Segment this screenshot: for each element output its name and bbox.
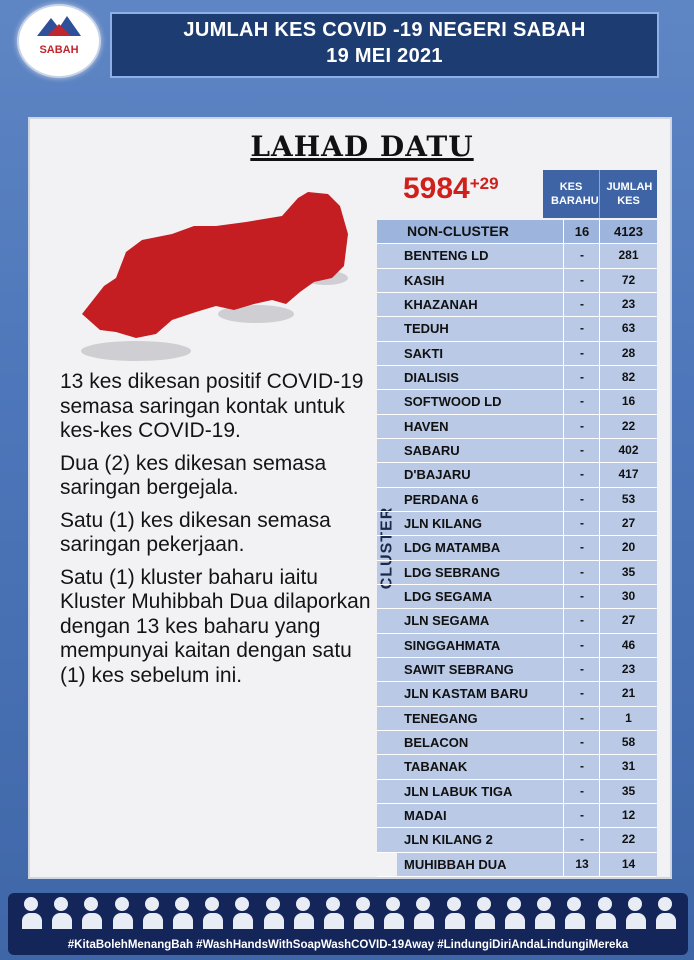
cluster-total-cases: 63 — [599, 317, 657, 340]
cluster-row — [377, 853, 656, 877]
cluster-new-cases: - — [563, 634, 600, 657]
cluster-name: JLN LABUK TIGA — [397, 780, 563, 803]
frontliner-person-icon — [535, 897, 553, 933]
description-paragraph: Dua (2) kes dikesan semasa saringan bergejala. — [60, 451, 327, 499]
cluster-name: SINGGAHMATA — [397, 634, 563, 657]
district-title: LAHAD DATU — [250, 130, 474, 163]
non-cluster-total: 4123 — [599, 220, 657, 243]
frontliner-person-icon — [264, 897, 282, 933]
cluster-name: SAWIT SEBRANG — [397, 658, 563, 681]
non-cluster-label: NON-CLUSTER — [377, 220, 563, 243]
cluster-name: MUHIBBAH DUA — [397, 853, 563, 876]
cluster-total-cases: 53 — [599, 488, 657, 511]
cluster-total-cases: 31 — [599, 755, 657, 778]
frontliner-person-icon — [173, 897, 191, 933]
cluster-new-cases: - — [563, 780, 600, 803]
cluster-new-cases: - — [563, 585, 600, 608]
cluster-row — [377, 488, 656, 512]
cluster-total-cases: 1 — [599, 707, 657, 730]
cluster-row — [377, 707, 656, 731]
cluster-total-cases: 27 — [599, 512, 657, 535]
cluster-row — [377, 682, 656, 706]
cluster-total-cases: 30 — [599, 585, 657, 608]
cluster-row — [377, 585, 656, 609]
frontliner-person-icon — [203, 897, 221, 933]
frontliner-person-icon — [354, 897, 372, 933]
frontliner-person-icon — [143, 897, 161, 933]
frontliner-person-icon — [384, 897, 402, 933]
cluster-name: DIALISIS — [397, 366, 563, 389]
cluster-name: LDG SEGAMA — [397, 585, 563, 608]
cluster-new-cases: - — [563, 463, 600, 486]
cluster-row — [377, 658, 656, 682]
cluster-new-cases: - — [563, 342, 600, 365]
cluster-new-cases: - — [563, 415, 600, 438]
cluster-row — [377, 512, 656, 536]
cluster-new-cases: - — [563, 658, 600, 681]
cluster-total-cases: 12 — [599, 804, 657, 827]
cluster-new-cases: - — [563, 269, 600, 292]
total-cases-value: 5984 — [403, 172, 470, 205]
cluster-new-cases: - — [563, 731, 600, 754]
cluster-total-cases: 16 — [599, 390, 657, 413]
cluster-row — [377, 390, 656, 414]
header-date: 19 MEI 2021 — [326, 45, 443, 67]
cluster-name: SAKTI — [397, 342, 563, 365]
district-map-shape — [76, 186, 356, 366]
cluster-row — [377, 634, 656, 658]
cluster-total-cases: 23 — [599, 658, 657, 681]
hashtags: #KitaBolehMenangBah #WashHandsWithSoapWashCOVID-19Away #LindungiDiriAndaLindungiMereka — [67, 939, 629, 951]
cluster-name: MADAI — [397, 804, 563, 827]
cluster-new-cases: - — [563, 439, 600, 462]
cluster-name: BELACON — [397, 731, 563, 754]
cluster-total-cases: 82 — [599, 366, 657, 389]
frontliner-person-icon — [565, 897, 583, 933]
cluster-row — [377, 755, 656, 779]
frontliner-person-icon — [656, 897, 674, 933]
cluster-new-cases: - — [563, 828, 600, 851]
cluster-name: JLN KILANG — [397, 512, 563, 535]
frontliner-person-icon — [52, 897, 70, 933]
cluster-total-cases: 35 — [599, 561, 657, 584]
logo-text: SABAH — [39, 44, 79, 56]
cluster-name: KASIH — [397, 269, 563, 292]
cluster-new-cases: - — [563, 536, 600, 559]
cluster-name: JLN KASTAM BARU — [397, 682, 563, 705]
cluster-total-cases: 28 — [599, 342, 657, 365]
description-paragraph: Satu (1) kluster baharu iaitu Kluster Muhibbah Dua dilaporkan dengan 13 kes baharu yang mempunyai kaitan dengan satu (1) kes sebelum ini. — [60, 565, 371, 687]
description-text — [60, 370, 375, 696]
cluster-row — [377, 415, 656, 439]
cluster-name: SABARU — [397, 439, 563, 462]
cluster-total-cases: 58 — [599, 731, 657, 754]
non-cluster-row — [377, 220, 656, 244]
cluster-row — [377, 293, 656, 317]
cluster-new-cases: - — [563, 755, 600, 778]
frontliner-person-icon — [22, 897, 40, 933]
cluster-row — [377, 244, 656, 268]
cluster-name: LDG MATAMBA — [397, 536, 563, 559]
cluster-name: BENTENG LD — [397, 244, 563, 267]
cluster-name: JLN SEGAMA — [397, 609, 563, 632]
cluster-label-text: CLUSTER — [378, 506, 395, 590]
total-cases — [403, 172, 499, 206]
cluster-new-cases: - — [563, 366, 600, 389]
cluster-new-cases: - — [563, 317, 600, 340]
cluster-total-cases: 23 — [599, 293, 657, 316]
cluster-name: PERDANA 6 — [397, 488, 563, 511]
cluster-table — [377, 220, 656, 877]
footer-banner — [8, 893, 688, 955]
cluster-total-cases: 14 — [599, 853, 657, 876]
cluster-total-cases: 417 — [599, 463, 657, 486]
frontliner-person-icon — [233, 897, 251, 933]
cluster-row — [377, 804, 656, 828]
cluster-total-cases: 27 — [599, 609, 657, 632]
cluster-row — [377, 317, 656, 341]
cluster-new-cases: 13 — [563, 853, 600, 876]
cluster-row — [377, 561, 656, 585]
description-paragraph: Satu (1) kes dikesan semasa saringan pekerjaan. — [60, 508, 331, 556]
frontliner-person-icon — [596, 897, 614, 933]
cluster-new-cases: - — [563, 244, 600, 267]
cluster-new-cases: - — [563, 512, 600, 535]
sabah-logo — [17, 4, 101, 78]
cluster-name: TENEGANG — [397, 707, 563, 730]
cluster-total-cases: 281 — [599, 244, 657, 267]
frontliner-person-icon — [324, 897, 342, 933]
cluster-total-cases: 35 — [599, 780, 657, 803]
header-total-cases — [599, 170, 657, 218]
cluster-name: LDG SEBRANG — [397, 561, 563, 584]
cluster-new-cases: - — [563, 293, 600, 316]
cluster-row — [377, 731, 656, 755]
cluster-row — [377, 342, 656, 366]
cluster-name: HAVEN — [397, 415, 563, 438]
frontliner-person-icon — [626, 897, 644, 933]
cluster-total-cases: 22 — [599, 415, 657, 438]
cluster-row — [377, 439, 656, 463]
cluster-row — [377, 366, 656, 390]
cluster-name: SOFTWOOD LD — [397, 390, 563, 413]
frontliner-person-icon — [113, 897, 131, 933]
frontliner-row — [22, 897, 674, 933]
header-new-cases — [543, 170, 599, 218]
new-cases-value: +29 — [469, 174, 499, 193]
frontliner-person-icon — [294, 897, 312, 933]
frontliner-person-icon — [505, 897, 523, 933]
cluster-new-cases: - — [563, 609, 600, 632]
frontliner-person-icon — [82, 897, 100, 933]
cluster-total-cases: 21 — [599, 682, 657, 705]
cluster-new-cases: - — [563, 390, 600, 413]
cluster-name: D'BAJARU — [397, 463, 563, 486]
cluster-name: TABANAK — [397, 755, 563, 778]
cluster-total-cases: 46 — [599, 634, 657, 657]
cluster-total-cases: 22 — [599, 828, 657, 851]
cluster-total-cases: 402 — [599, 439, 657, 462]
cluster-new-cases: - — [563, 707, 600, 730]
header-banner — [110, 12, 659, 78]
header-title: JUMLAH KES COVID -19 NEGERI SABAH — [183, 19, 586, 41]
cluster-row — [377, 828, 656, 852]
header-new-cases-label: KES BARAHU — [551, 181, 599, 207]
cluster-row — [377, 609, 656, 633]
frontliner-person-icon — [475, 897, 493, 933]
cluster-total-cases: 20 — [599, 536, 657, 559]
cluster-name: JLN KILANG 2 — [397, 828, 563, 851]
cluster-name: KHAZANAH — [397, 293, 563, 316]
cluster-new-cases: - — [563, 488, 600, 511]
cluster-total-cases: 72 — [599, 269, 657, 292]
cluster-row — [377, 536, 656, 560]
frontliner-person-icon — [414, 897, 432, 933]
cluster-new-cases: - — [563, 804, 600, 827]
header-total-cases-label: JUMLAH KES — [606, 181, 653, 207]
non-cluster-new: 16 — [563, 220, 600, 243]
sabah-state-logo-icon — [19, 6, 99, 46]
cluster-row — [377, 780, 656, 804]
cluster-name: TEDUH — [397, 317, 563, 340]
cluster-new-cases: - — [563, 682, 600, 705]
cluster-row — [377, 463, 656, 487]
cluster-new-cases: - — [563, 561, 600, 584]
frontliner-person-icon — [445, 897, 463, 933]
description-paragraph: 13 kes dikesan positif COVID-19 semasa saringan kontak untuk kes-kes COVID-19. — [60, 370, 364, 442]
cluster-row — [377, 269, 656, 293]
